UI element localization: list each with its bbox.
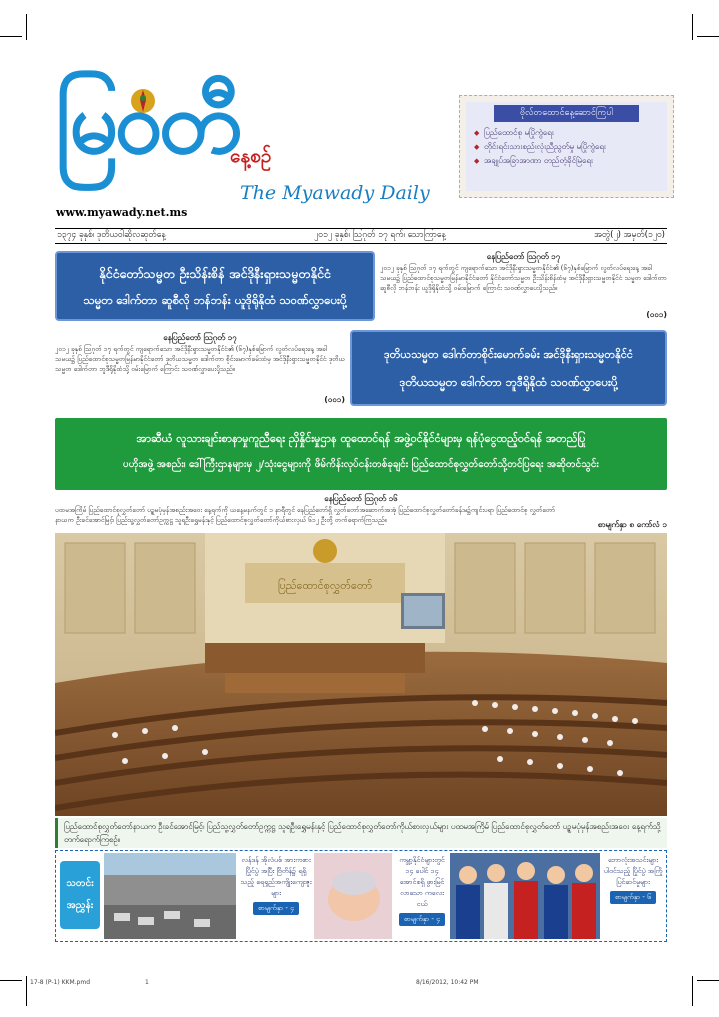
crop-mark — [697, 36, 719, 37]
teaser-page-ref[interactable]: စာမျက်နှာ - ၄ — [253, 902, 299, 915]
headline-vice-president-message[interactable] — [350, 330, 667, 406]
story-body: ၂၀၁၂ ခုနှစ် ဩဂုတ် ၁၇ ရက်တွင် ကျရောက်သော အင်ဒိုနီးရှားသမ္မတနိုင်ငံ၏ (၆၇)နှစ်မြောက် လွတ်လပ်ရေးနေ့ အခါသမယ၌ ပြည်ထောင်စုသမ္မတမြန်မာနိုင်ငံတော် ဒုတိယသမ္မတ ဒေါက်တာ စိုင်းမောက်ခမ်းထံမှ အင်ဒိုနီးရှားသမ္မတနိုင်ငံ ဒုတိယသမ္မတ ဒေါက်တာ ဘူဒီရိုနိုထံသို့ ဝမ်းမြောက် ကြောင်း သဝဏ်လွှာပေးပို့သည်။ — [55, 345, 345, 373]
logo-english: The Myawady Daily — [240, 182, 430, 204]
crop-mark — [692, 14, 693, 40]
story-ref: (၀၀၁) — [324, 395, 345, 404]
slogan-item: ◆ တိုင်းရင်းသားစည်းလုံးညီညွတ်မှု မပြိုကွဲရေး — [474, 140, 659, 154]
story-ref: (၀၀၁) — [646, 310, 667, 319]
logo-subtitle: နေ့စဉ် — [230, 145, 272, 167]
teaser-page-ref[interactable]: စာမျက်နှာ - ၆ — [610, 891, 656, 904]
parliament-hall-image — [55, 533, 667, 816]
teaser-olympics[interactable] — [240, 855, 312, 915]
lunar-date: ၁၃၇၄ ခုနှစ်၊ ဒုတိယဝါဆိုလဆုတ်နေ့ — [57, 230, 166, 240]
baby-photo-image — [314, 853, 392, 939]
story-dateline: နေပြည်တော် ဩဂုတ် ၁၇ — [163, 333, 237, 342]
issue-date: ၂၀၁၂ ခုနှစ်၊ ဩဂုတ် ၁၇ ရက်၊ သောကြာနေ့ — [313, 230, 446, 240]
story-dateline: နေပြည်တော် ဩဂုတ် ၁၆ — [324, 494, 398, 503]
headline-line: သမ္မတ ဒေါက်တာ ဆူစီလို ဘန်ဘန်း ယူဒိုရိုနိုထံ သဝဏ်လွှာပေးပို့ — [83, 293, 347, 307]
teaser-text: ဘောလုံးအသင်းများ ပါဝင်သည့် ပြိုင်ပွဲ အကြိုပြင်ဆင်မှုများ — [603, 856, 663, 886]
headline-line: ဒုတိယသမ္မတ ဒေါက်တာစိုင်းမောက်ခမ်း အင်ဒိုနီးရှားသမ္မတနိုင်ငံ — [383, 348, 634, 361]
crop-mark — [26, 976, 27, 1006]
teaser-text: လန်ဒန် အိုလံပစ် အားကစားပြိုင်ပွဲ အပြီး ဗြိတိန်၌ ရရှိသည့် ရေရှည်အကျိုးကျေးဇူးများ — [240, 856, 312, 897]
crop-mark — [0, 980, 22, 981]
volume-number: အတွဲ(၂) အမှတ်(၁၂၀) — [594, 230, 665, 240]
slogan-title: ဗိုလ်တထောင်နေ့ဆောင်ကြပါ — [494, 105, 639, 122]
logo-wordmark[interactable]: မြဝတီ — [55, 72, 239, 173]
headline-asean-hluttaw[interactable] — [55, 418, 667, 490]
news-index-line: အညွှန်း — [66, 900, 94, 911]
crop-mark — [26, 14, 27, 40]
story-ref: စာမျက်နှာ ၈ ကော်လံ ၁ — [597, 520, 667, 529]
crop-mark — [0, 36, 22, 37]
story-body: ၂၀၁၂ ခုနှစ် ဩဂုတ် ၁၇ ရက်တွင် ကျရောက်သော အင်ဒိုနီးရှားသမ္မတနိုင်ငံ၏ (၆၇)နှစ်မြောက် လွတ်လပ်ရေးနေ့ အခါသမယ၌ ပြည်ထောင်စုသမ္မတမြန်မာနိုင်ငံတော် နိုင်ငံတော်သမ္မတ ဦးသိန်းစိန်ထံမှ အင်ဒိုနီးရှားသမ္မတနိုင်ငံ သမ္မတ ဒေါက်တာ ဆူစီလို ဘန်ဘန်း ယူဒိုရိုနိုထံသို့ ဝမ်းမြောက် ကြောင်း သဝဏ်လွှာပေးပို့သည်။ — [380, 264, 667, 292]
football-players-image — [450, 853, 600, 939]
story-body: ပထမအကြိမ် ပြည်ထောင်စုလွှတ်တော် ပဉ္စမပုံမှန်အစည်းအဝေး နေ့ရက်ကို ယနေ့မနက်တွင် ၁ နာရီတွင် နေပြည်တော်ရှိ လွှတ်တော်အဆောက်အအုံ ပြည်ထောင်စုလွှတ်တော်ခန်းမ၌ကျင်းပရာ ပြည်ထောင်စု လွှတ်တော်နာယက ဦးခင်အောင်မြင့်၊ ပြည်သူ့လွှတ်တော်ဥက္ကဋ္ဌ သူရဦးရွှေမန်းနှင့် ပြည်ထောင်စုလွှတ်တော်ကိုယ်စားလှယ် ၆၁၂ ဦးတို့ တက်ရောက်ကြသည်။ — [55, 506, 555, 524]
website-url[interactable]: www.myawady.net.ms — [56, 206, 188, 219]
story-dateline: နေပြည်တော် ဩဂုတ် ၁၇ — [486, 252, 561, 261]
story-vice-president-message — [55, 332, 345, 406]
crop-mark — [692, 976, 693, 1006]
headline-line: အာဆီယံ လူသားချင်းစာနာမှုကူညီရေး ညှိနှိုင်းမှုဌာန ထူထောင်ရန် အဖွဲ့ဝင်နိုင်ငံများမှ ရန်ပုံငွေထည့်ဝင်ရန် အတည်ပြု — [136, 432, 586, 445]
footer-timestamp: 8/16/2012, 10:42 PM — [416, 979, 479, 986]
headline-president-message[interactable] — [55, 251, 375, 321]
slogan-item: ◆ ပြည်ထောင်စု မပြိုကွဲရေး — [474, 126, 659, 140]
teaser-page-ref[interactable]: စာမျက်နှာ - ၄ — [399, 913, 445, 926]
headline-line: ပဟိုအဖွဲ့ အစည်း၊ ဒေါ်ကြီးဌာနများမှ ၂/သုံးငွေများကို ဖိမ်ကိန်းလုပ်ငန်းတစ်ခုချင်း ပြည်ထောင်စုလွှတ်တော်သို့တင်ပြရေး အဆိုတင်သွင်း — [123, 459, 599, 470]
dateline — [55, 228, 667, 244]
story-president-message — [380, 251, 667, 321]
crop-mark — [697, 980, 719, 981]
teaser-text: ကမ္ဘာ့နိုင်ငံများတွင် ၁၄ ပေါင် ၁၄ အောင်စရှိ ဖွားမြင်လာသော ကလေးငယ် — [399, 856, 445, 908]
news-index-label — [60, 861, 100, 929]
footer-page-number: 1 — [145, 979, 149, 986]
headline-line: နိုင်ငံတော်သမ္မတ ဦးသိန်းစိန် အင်ဒိုနီးရှားသမ္မတနိုင်ငံ — [99, 266, 331, 281]
parliament-photo — [55, 533, 667, 816]
teaser-baby[interactable] — [396, 855, 448, 926]
story-hluttaw-session — [55, 493, 667, 531]
headline-line: ဒုတိယသမ္မတ ဒေါက်တာ ဘူဒီရိုနိုထံ သဝဏ်လွှာပေးပို့ — [399, 375, 618, 389]
photo-caption: ပြည်ထောင်စုလွှတ်တော်နာယက ဦးခင်အောင်မြင့်၊ ပြည်သူ့လွှတ်တော်ဥက္ကဋ္ဌ သူရဦးရွှေမန်းနှင့် ပြည်ထောင်စုလွှတ်တော်ကိုယ်စားလှယ်များ ပထမအကြိမ် ပြည်ထောင်စုလွှတ်တော် ပဉ္စမပုံမှန်အစည်းအဝေး နေ့ရက်သို့ တက်ရောက်ကြစဉ်။ — [55, 818, 667, 848]
london-street-image — [104, 853, 236, 939]
footer-filename: 17-8 (P-1) KKM.pmd — [30, 979, 90, 986]
slogan-box — [459, 95, 674, 198]
news-index-line: သတင်း — [66, 878, 94, 889]
teaser-football[interactable] — [602, 855, 664, 904]
news-index-strip — [55, 850, 667, 942]
hall-sign-text: ပြည်ထောင်စုလွှတ်တော် — [277, 579, 373, 592]
slogan-item: ◆ အချုပ်အခြာအာဏာ တည်တံ့ခိုင်မြဲရေး — [474, 154, 659, 168]
